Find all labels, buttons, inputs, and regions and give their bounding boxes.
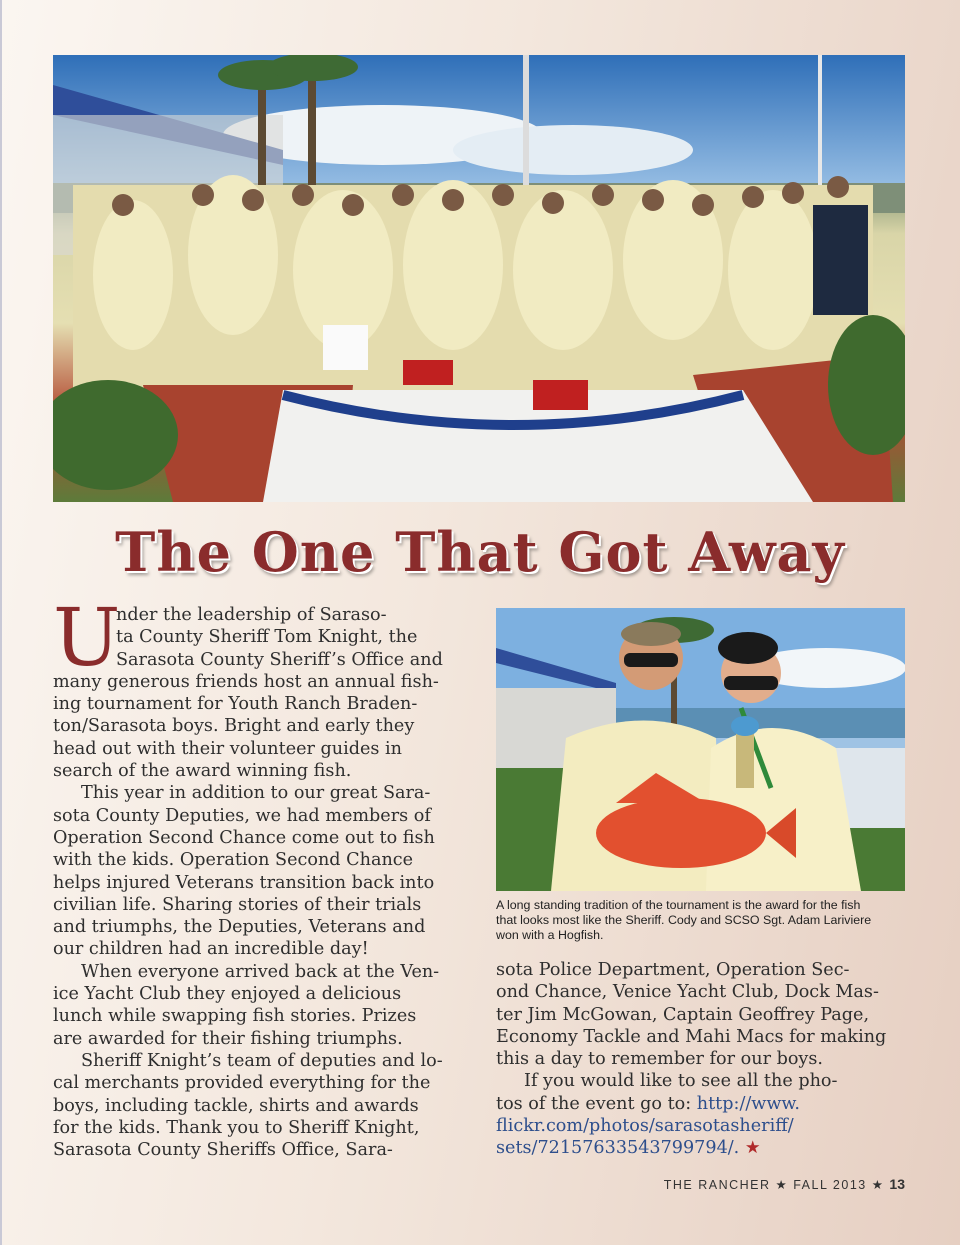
text-line: Operation Second Chance come out to fish	[53, 827, 435, 848]
text-line: This year in addition to our great Sara-	[81, 783, 431, 804]
flickr-link-part-3[interactable]: sets/72157633543799794/.	[496, 1138, 740, 1159]
flickr-link-part-1[interactable]: http://www.	[696, 1093, 800, 1114]
text-line: sota County Deputies, we had members of	[53, 805, 431, 826]
page-edge	[0, 0, 2, 1245]
text-line: ter Jim McGowan, Captain Geoffrey Page,	[496, 1004, 870, 1025]
text-line: our children had an incredible day!	[53, 939, 369, 960]
text-line: with the kids. Operation Second Chance	[53, 850, 414, 871]
text-line: nder the leadership of Saraso-	[116, 605, 387, 625]
text-line	[496, 1137, 886, 1159]
page-number: 13	[889, 1176, 905, 1192]
text-line: civilian life. Sharing stories of their trials	[53, 894, 422, 915]
issue-label: FALL 2013	[793, 1178, 867, 1192]
caption-line: A long standing tradition of the tournament is the award for the fish	[496, 898, 861, 912]
drop-cap: U	[53, 591, 121, 684]
text-line: lunch while swapping fish stories. Prizes	[53, 1006, 417, 1027]
text-line: and triumphs, the Deputies, Veterans and	[53, 917, 426, 938]
page-footer	[664, 1176, 905, 1192]
text-line: search of the award winning fish.	[53, 761, 352, 782]
group-photo	[53, 55, 905, 502]
separator-star-icon: ★	[775, 1178, 789, 1192]
text-line: Sarasota County Sheriffs Office, Sara-	[53, 1140, 393, 1161]
text-line: Sarasota County Sheriff’s Office and	[116, 649, 443, 670]
text-line: for the kids. Thank you to Sheriff Knight,	[53, 1117, 420, 1138]
text-line: many generous friends host an annual fish-	[53, 671, 439, 692]
end-star-icon: ★	[744, 1138, 761, 1159]
text-line: Sheriff Knight’s team of deputies and lo-	[81, 1050, 443, 1071]
article-title: The One That Got Away	[115, 520, 845, 584]
caption-line: won with a Hogfish.	[496, 928, 604, 943]
link-lead: tos of the event go to:	[496, 1093, 697, 1114]
separator-star-icon: ★	[871, 1178, 885, 1192]
text-line: ice Yacht Club they enjoyed a delicious	[53, 984, 402, 1005]
right-column	[496, 959, 886, 1160]
text-line: ta County Sheriff Tom Knight, the	[116, 627, 418, 648]
text-line: boys, including tackle, shirts and awards	[53, 1095, 419, 1116]
text-line: are awarded for their fishing triumphs.	[53, 1028, 403, 1049]
text-line: When everyone arrived back at the Ven-	[81, 961, 440, 982]
text-line: Economy Tackle and Mahi Macs for making	[496, 1026, 887, 1047]
text-line: If you would like to see all the pho-	[524, 1071, 838, 1092]
text-line: ton/Sarasota boys. Bright and early they	[53, 716, 415, 737]
text-line: helps injured Veterans transition back into	[53, 872, 435, 893]
text-line: ond Chance, Venice Yacht Club, Dock Mas-	[496, 982, 879, 1003]
text-line: head out with their volunteer guides in	[53, 738, 402, 759]
text-line: cal merchants provided everything for the	[53, 1073, 431, 1094]
text-line: this a day to remember for our boys.	[496, 1049, 823, 1070]
text-line: sota Police Department, Operation Sec-	[496, 960, 850, 980]
text-line: ing tournament for Youth Ranch Braden-	[53, 694, 418, 715]
photo-caption	[496, 898, 906, 944]
flickr-link-part-2[interactable]: flickr.com/photos/sarasotasheriff/	[496, 1116, 794, 1137]
text-line	[496, 1093, 886, 1115]
caption-line: that looks most like the Sheriff. Cody and SCSO Sgt. Adam Lariviere	[496, 913, 872, 928]
publication-name: THE RANCHER	[663, 1178, 771, 1192]
winners-photo	[496, 608, 905, 891]
left-column	[53, 604, 443, 1161]
